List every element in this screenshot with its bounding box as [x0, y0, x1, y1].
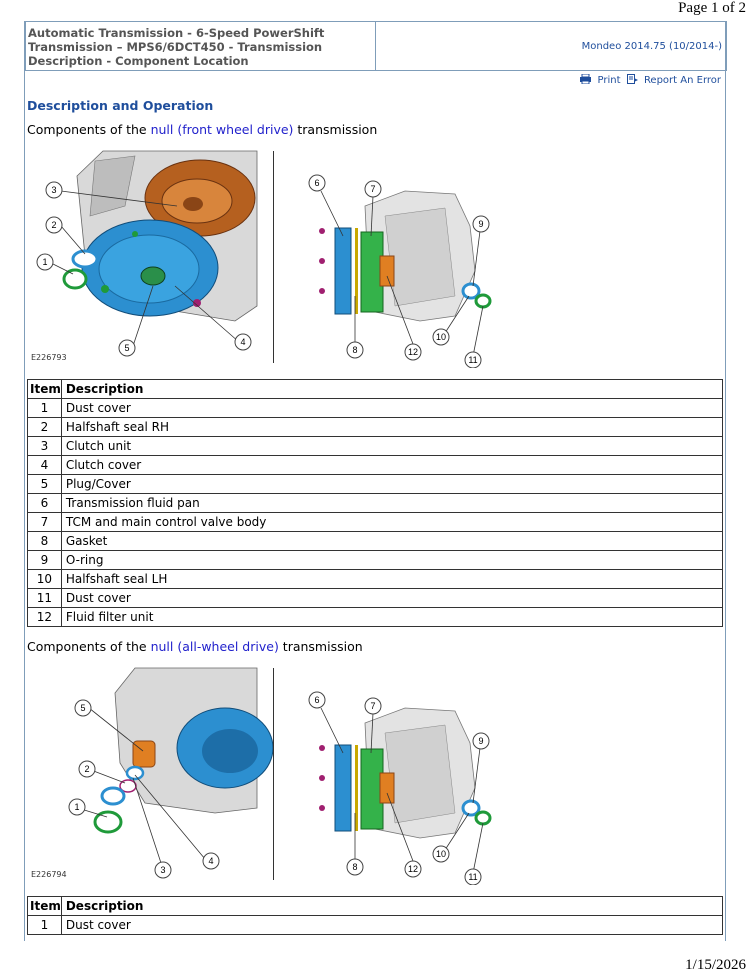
page-number: Page 1 of 2: [678, 0, 746, 16]
callout-8-awd: [347, 859, 363, 875]
item-description: Halfshaft seal RH: [61, 418, 722, 437]
callout-11: [465, 352, 481, 368]
callout-10: [433, 329, 449, 345]
item-number: 5: [28, 475, 62, 494]
figure-code: E226793: [31, 353, 67, 362]
item-number: 10: [28, 570, 62, 589]
svg-text:6: 6: [314, 178, 320, 188]
callout-11-awd: [465, 869, 481, 885]
callout-1-awd: [69, 799, 85, 815]
figure-all-wheel-drive: [25, 663, 505, 882]
item-number: 3: [28, 437, 62, 456]
section-heading: Description and Operation: [27, 98, 214, 113]
svg-text:12: 12: [407, 347, 419, 357]
action-links: [577, 74, 721, 86]
col-item-header: Item: [28, 380, 62, 399]
item-number: 6: [28, 494, 62, 513]
col-item-header: Item: [28, 897, 62, 916]
svg-text:3: 3: [160, 865, 166, 875]
table-row: [28, 399, 723, 418]
callout-3: [46, 182, 62, 198]
item-description: Dust cover: [61, 916, 722, 935]
callout-6-awd: [309, 692, 325, 708]
callout-8: [347, 342, 363, 358]
table-row: [28, 589, 723, 608]
table-row: [28, 475, 723, 494]
callout-10-awd: [433, 846, 449, 862]
svg-text:4: 4: [240, 337, 246, 347]
callout-6: [309, 175, 325, 191]
page-title: Automatic Transmission - 6-Speed PowerShift Transmission – MPS6/6DCT450 - Transmission Description - Component Location: [28, 26, 325, 68]
header-table: [25, 21, 727, 71]
callout-12-awd: [405, 861, 421, 877]
header-divider: [375, 22, 376, 70]
svg-text:8: 8: [352, 862, 358, 872]
svg-text:3: 3: [51, 185, 57, 195]
item-number: 9: [28, 551, 62, 570]
callout-12: [405, 344, 421, 360]
awd-link[interactable]: null (all-wheel drive): [150, 639, 279, 654]
callout-4-awd: [203, 853, 219, 869]
svg-text:2: 2: [51, 220, 57, 230]
table-row: [28, 494, 723, 513]
figure-divider: [273, 668, 274, 880]
svg-text:7: 7: [370, 184, 376, 194]
item-description: Gasket: [61, 532, 722, 551]
table-row: [28, 608, 723, 627]
table-row: [28, 418, 723, 437]
item-description: Clutch unit: [61, 437, 722, 456]
item-description: Clutch cover: [61, 456, 722, 475]
report-error-link[interactable]: Report An Error: [627, 75, 721, 86]
svg-text:2: 2: [84, 764, 90, 774]
table-row: [28, 456, 723, 475]
fwd-link[interactable]: null (front wheel drive): [150, 122, 294, 137]
item-description: Halfshaft seal LH: [61, 570, 722, 589]
figure-code: E226794: [31, 870, 67, 879]
callout-5-awd: [75, 700, 91, 716]
item-description: Plug/Cover: [61, 475, 722, 494]
intro-front-wheel-drive: Components of the null (front wheel drive) transmission: [27, 122, 378, 137]
item-number: 1: [28, 916, 62, 935]
item-description: TCM and main control valve body: [61, 513, 722, 532]
items-table-awd: [27, 896, 723, 935]
intro-all-wheel-drive: Components of the null (all-wheel drive) transmission: [27, 639, 363, 654]
table-row: [28, 570, 723, 589]
svg-text:11: 11: [468, 872, 478, 882]
table-row: [28, 513, 723, 532]
callout-9: [473, 216, 489, 232]
callout-9-awd: [473, 733, 489, 749]
item-number: 12: [28, 608, 62, 627]
table-row: [28, 532, 723, 551]
item-number: 2: [28, 418, 62, 437]
item-description: O-ring: [61, 551, 722, 570]
item-number: 8: [28, 532, 62, 551]
svg-text:11: 11: [468, 355, 478, 365]
col-description-header: Description: [61, 380, 722, 399]
item-number: 4: [28, 456, 62, 475]
svg-text:12: 12: [407, 864, 419, 874]
svg-text:5: 5: [80, 703, 86, 713]
printer-icon: [580, 74, 591, 84]
callout-4: [235, 334, 251, 350]
callout-5: [119, 340, 135, 356]
item-number: 7: [28, 513, 62, 532]
callout-7-awd: [365, 698, 381, 714]
callout-3-awd: [155, 862, 171, 878]
svg-text:6: 6: [314, 695, 320, 705]
table-row: [28, 437, 723, 456]
print-link[interactable]: Print: [580, 75, 623, 86]
item-description: Dust cover: [61, 589, 722, 608]
svg-text:10: 10: [435, 849, 447, 859]
svg-text:1: 1: [42, 257, 48, 267]
table-row: [28, 551, 723, 570]
svg-text:9: 9: [478, 736, 484, 746]
item-number: 11: [28, 589, 62, 608]
svg-text:1: 1: [74, 802, 80, 812]
document: [24, 21, 726, 941]
svg-text:8: 8: [352, 345, 358, 355]
svg-text:10: 10: [435, 332, 447, 342]
items-table-fwd: [27, 379, 723, 627]
callout-1: [37, 254, 53, 270]
callout-2-awd: [79, 761, 95, 777]
callout-2: [46, 217, 62, 233]
item-number: 1: [28, 399, 62, 418]
svg-text:9: 9: [478, 219, 484, 229]
component-illustration: [25, 146, 505, 368]
item-description: Fluid filter unit: [61, 608, 722, 627]
svg-text:7: 7: [370, 701, 376, 711]
figure-divider: [273, 151, 274, 363]
model-label: Mondeo 2014.75 (10/2014-): [581, 41, 722, 52]
item-description: Transmission fluid pan: [61, 494, 722, 513]
report-icon: [627, 74, 638, 84]
table-row: [28, 916, 723, 935]
print-date: 1/15/2026: [685, 957, 746, 973]
col-description-header: Description: [61, 897, 722, 916]
callout-7: [365, 181, 381, 197]
svg-text:4: 4: [208, 856, 214, 866]
svg-text:5: 5: [124, 343, 130, 353]
figure-front-wheel-drive: [25, 146, 505, 365]
component-illustration-awd: [25, 663, 505, 885]
item-description: Dust cover: [61, 399, 722, 418]
